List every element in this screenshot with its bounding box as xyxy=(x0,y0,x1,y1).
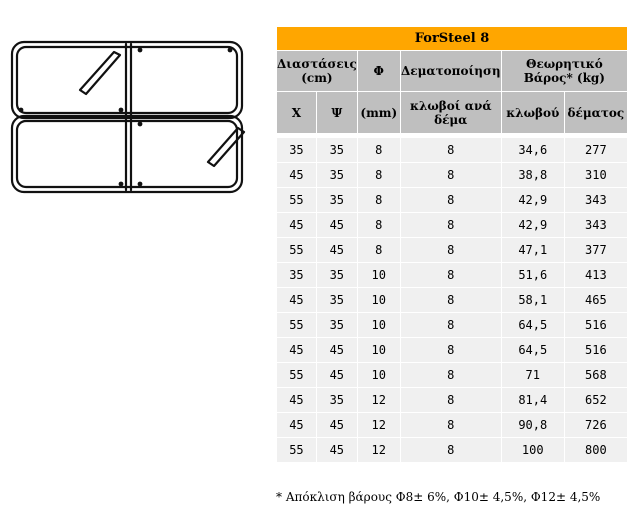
cell-cages-per-bundle: 8 xyxy=(401,188,501,212)
header-diameter: Φ xyxy=(358,51,400,91)
cell-cage-weight: 64,5 xyxy=(502,338,564,362)
table-title: ForSteel 8 xyxy=(277,27,627,50)
header-mm: (mm) xyxy=(358,92,400,133)
cell-cage-weight: 42,9 xyxy=(502,213,564,237)
cell-diameter: 10 xyxy=(358,288,400,312)
table-row xyxy=(277,313,627,337)
cell-bundle-weight: 516 xyxy=(565,338,627,362)
cell-cage-weight: 42,9 xyxy=(502,188,564,212)
cell-diameter: 8 xyxy=(358,138,400,162)
cell-bundle-weight: 310 xyxy=(565,163,627,187)
cell-x: 45 xyxy=(277,213,316,237)
cell-bundle-weight: 800 xyxy=(565,438,627,462)
cell-cages-per-bundle: 8 xyxy=(401,138,501,162)
cell-y: 35 xyxy=(317,188,357,212)
table-row xyxy=(277,163,627,187)
cell-x: 55 xyxy=(277,238,316,262)
header-bundling: Δεματοποίηση xyxy=(401,51,501,91)
header-weight: Θεωρητικό Βάρος* (kg) xyxy=(502,51,627,91)
cell-bundle-weight: 413 xyxy=(565,263,627,287)
cell-bundle-weight: 726 xyxy=(565,413,627,437)
cell-y: 45 xyxy=(317,238,357,262)
cell-bundle-weight: 568 xyxy=(565,363,627,387)
header-cages-per-bundle: κλωβοί ανά δέμα xyxy=(401,92,501,133)
cell-x: 55 xyxy=(277,188,316,212)
cell-cages-per-bundle: 8 xyxy=(401,238,501,262)
cell-diameter: 8 xyxy=(358,188,400,212)
table-row xyxy=(277,288,627,312)
cell-cage-weight: 34,6 xyxy=(502,138,564,162)
header-dimensions: Διαστάσεις (cm) xyxy=(277,51,357,91)
cell-cages-per-bundle: 8 xyxy=(401,163,501,187)
cell-diameter: 10 xyxy=(358,263,400,287)
cell-x: 45 xyxy=(277,163,316,187)
cell-y: 45 xyxy=(317,363,357,387)
cell-y: 35 xyxy=(317,263,357,287)
cell-y: 45 xyxy=(317,413,357,437)
cell-cage-weight: 51,6 xyxy=(502,263,564,287)
cell-diameter: 8 xyxy=(358,238,400,262)
footnote: * Απόκλιση βάρους Φ8± 6%, Φ10± 4,5%, Φ12± 4,5% xyxy=(276,490,601,504)
cell-x: 55 xyxy=(277,313,316,337)
table-row xyxy=(277,238,627,262)
cell-y: 35 xyxy=(317,288,357,312)
cell-y: 35 xyxy=(317,138,357,162)
cell-x: 35 xyxy=(277,138,316,162)
cell-x: 45 xyxy=(277,288,316,312)
rebar-cage-diagram-icon xyxy=(8,38,248,196)
cell-y: 35 xyxy=(317,163,357,187)
table-row xyxy=(277,213,627,237)
cell-y: 45 xyxy=(317,438,357,462)
cell-x: 45 xyxy=(277,388,316,412)
cell-bundle-weight: 652 xyxy=(565,388,627,412)
cell-cages-per-bundle: 8 xyxy=(401,413,501,437)
cell-cage-weight: 81,4 xyxy=(502,388,564,412)
cell-cage-weight: 90,8 xyxy=(502,413,564,437)
table-row xyxy=(277,413,627,437)
cell-y: 45 xyxy=(317,338,357,362)
cell-bundle-weight: 516 xyxy=(565,313,627,337)
cell-cage-weight: 47,1 xyxy=(502,238,564,262)
cell-x: 35 xyxy=(277,263,316,287)
table-row xyxy=(277,188,627,212)
cell-bundle-weight: 277 xyxy=(565,138,627,162)
cell-diameter: 12 xyxy=(358,438,400,462)
cell-diameter: 8 xyxy=(358,213,400,237)
cell-cage-weight: 71 xyxy=(502,363,564,387)
cell-cage-weight: 100 xyxy=(502,438,564,462)
cell-diameter: 8 xyxy=(358,163,400,187)
cell-bundle-weight: 377 xyxy=(565,238,627,262)
cell-cages-per-bundle: 8 xyxy=(401,363,501,387)
header-y: Ψ xyxy=(317,92,357,133)
cell-x: 55 xyxy=(277,438,316,462)
cell-bundle-weight: 465 xyxy=(565,288,627,312)
header-x: Χ xyxy=(277,92,316,133)
cell-cages-per-bundle: 8 xyxy=(401,263,501,287)
cell-y: 45 xyxy=(317,213,357,237)
cell-bundle-weight: 343 xyxy=(565,188,627,212)
cell-cages-per-bundle: 8 xyxy=(401,213,501,237)
header-row-top xyxy=(277,51,627,91)
table-title-row xyxy=(277,27,627,50)
cell-cage-weight: 38,8 xyxy=(502,163,564,187)
table-row xyxy=(277,263,627,287)
cell-cages-per-bundle: 8 xyxy=(401,338,501,362)
cell-diameter: 10 xyxy=(358,363,400,387)
header-row-sub xyxy=(277,92,627,133)
cell-x: 45 xyxy=(277,338,316,362)
spec-table xyxy=(276,26,628,463)
header-bundle-weight: δέματος xyxy=(565,92,627,133)
cell-x: 45 xyxy=(277,413,316,437)
cell-cages-per-bundle: 8 xyxy=(401,288,501,312)
table-row xyxy=(277,438,627,462)
cell-y: 35 xyxy=(317,388,357,412)
table-row xyxy=(277,388,627,412)
cell-cages-per-bundle: 8 xyxy=(401,438,501,462)
table-row xyxy=(277,338,627,362)
cell-cages-per-bundle: 8 xyxy=(401,388,501,412)
cell-cage-weight: 58,1 xyxy=(502,288,564,312)
header-cage-weight: κλωβού xyxy=(502,92,564,133)
cell-diameter: 12 xyxy=(358,388,400,412)
cell-diameter: 10 xyxy=(358,338,400,362)
cell-diameter: 10 xyxy=(358,313,400,337)
cell-cage-weight: 64,5 xyxy=(502,313,564,337)
cell-cages-per-bundle: 8 xyxy=(401,313,501,337)
table-row xyxy=(277,363,627,387)
table-row xyxy=(277,138,627,162)
cell-x: 55 xyxy=(277,363,316,387)
cell-bundle-weight: 343 xyxy=(565,213,627,237)
header-spacer xyxy=(277,134,627,137)
cell-y: 35 xyxy=(317,313,357,337)
cell-diameter: 12 xyxy=(358,413,400,437)
